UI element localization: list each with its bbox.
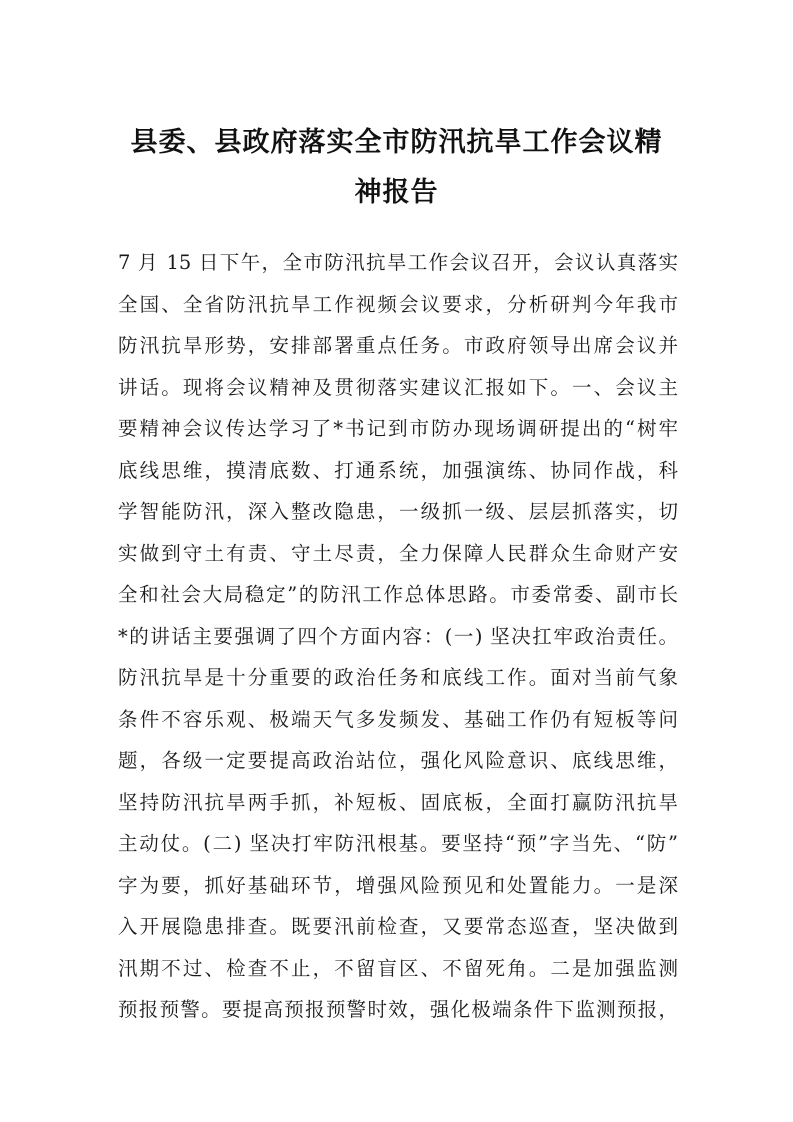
title-line: 县委、县政府落实全市防汛抗旱工作会议精 [130, 127, 663, 158]
body-line: 题，各级一定要提高政治站位，强化风险意识、底线思维， [118, 749, 678, 772]
body-line: 7 月 15 日下午，全市防汛抗旱工作会议召开，会议认真落实 [118, 251, 678, 274]
body-line: 条件不容乐观、极端天气多发频发、基础工作仍有短板等问 [118, 707, 678, 731]
body-line: 字为要，抓好基础环节，增强风险预见和处置能力。一是深 [118, 873, 678, 897]
body-line: 汛期不过、检查不止，不留盲区、不留死角。二是加强监测 [118, 956, 678, 980]
body-line: 防汛抗旱是十分重要的政治任务和底线工作。面对当前气象 [118, 666, 678, 689]
body-line: 全国、全省防汛抗旱工作视频会议要求，分析研判今年我市 [118, 292, 678, 316]
body-line: 预报预警。要提高预报预警时效，强化极端条件下监测预报， [118, 998, 678, 1021]
title-line: 神报告 [354, 177, 439, 208]
body-line: 底线思维，摸清底数、打通系统，加强演练、协同作战，科 [118, 458, 678, 482]
body-line: 入开展隐患排查。既要汛前检查，又要常态巡查，坚决做到 [118, 915, 678, 938]
body-line: 要精神会议传达学习了*书记到市防办现场调研提出的“树牢 [118, 417, 678, 440]
body-line: 全和社会大局稳定”的防汛工作总体思路。市委常委、副市长 [118, 583, 678, 606]
body-line: 主动仗。(二) 坚决打牢防汛根基。要坚持“预”字当先、“防” [118, 832, 678, 855]
body-line: *的讲话主要强调了四个方面内容：(一) 坚决扛牢政治责任。 [118, 624, 678, 648]
body-line: 学智能防汛，深入整改隐患，一级抓一级、层层抓落实，切 [118, 500, 678, 523]
document-body [118, 242, 678, 1031]
body-line: 讲话。现将会议精神及贯彻落实建议汇报如下。一、会议主 [118, 375, 678, 399]
body-line: 实做到守土有责、守土尽责，全力保障人民群众生命财产安 [118, 541, 678, 565]
body-line: 坚持防汛抗旱两手抓，补短板、固底板，全面打赢防汛抗旱 [118, 790, 678, 814]
body-line: 防汛抗旱形势，安排部署重点任务。市政府领导出席会议并 [118, 334, 678, 357]
document-title [110, 118, 683, 218]
